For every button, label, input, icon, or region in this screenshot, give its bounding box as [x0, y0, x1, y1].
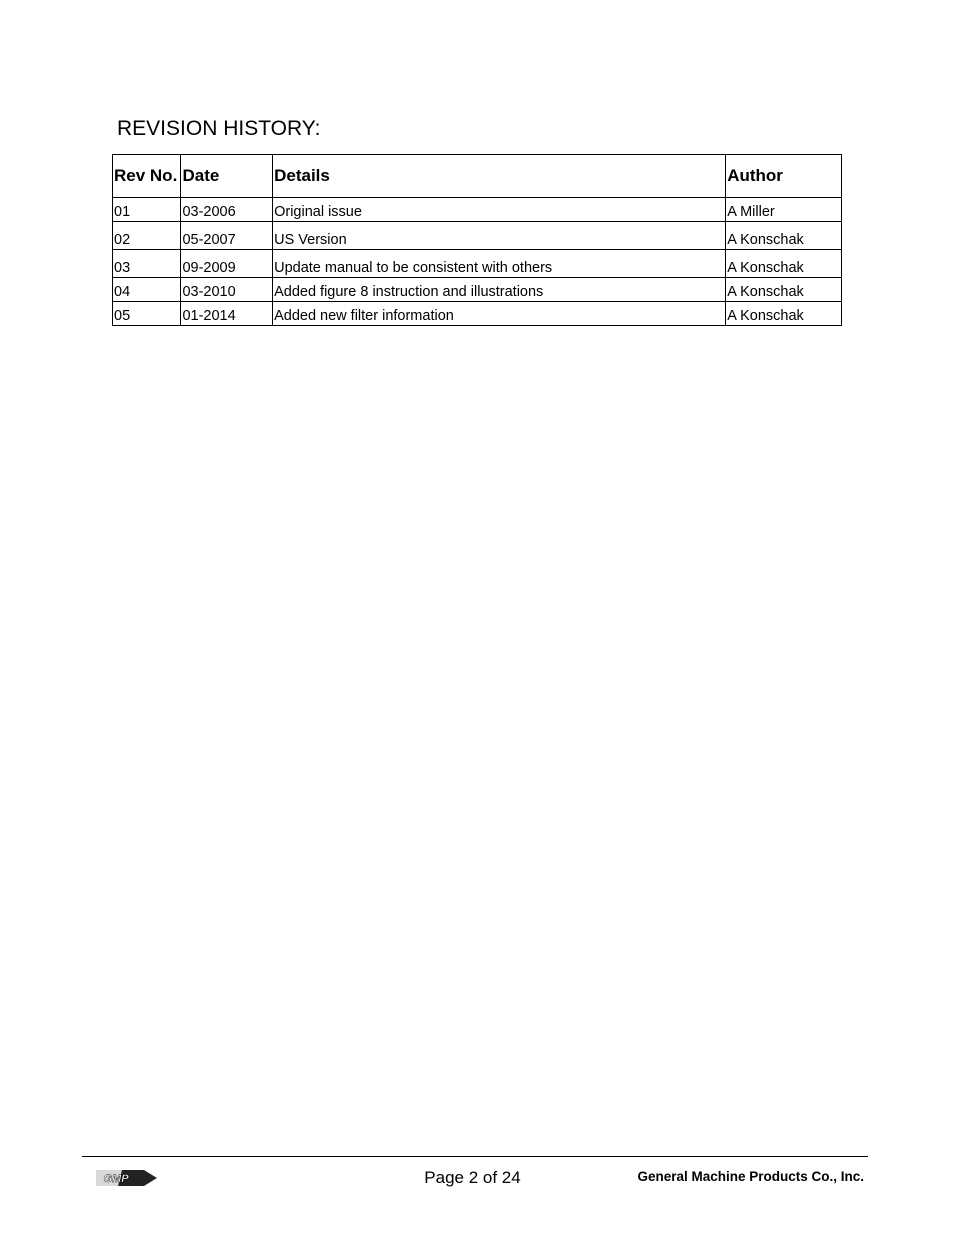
cell-date: 01-2014: [181, 302, 273, 326]
cell-author: A Miller: [726, 198, 842, 222]
section-title: REVISION HISTORY:: [117, 117, 321, 140]
cell-details: Added new filter information: [273, 302, 726, 326]
cell-date: 05-2007: [181, 222, 273, 250]
cell-rev: 01: [113, 198, 181, 222]
table-row: [113, 198, 842, 222]
cell-rev: 04: [113, 278, 181, 302]
cell-details: Original issue: [273, 198, 726, 222]
cell-author: A Konschak: [726, 278, 842, 302]
cell-details: US Version: [273, 222, 726, 250]
revision-history-table: [112, 154, 842, 326]
header-date: Date: [181, 155, 273, 198]
logo-text: GMP: [103, 1173, 129, 1185]
footer-divider: [82, 1156, 868, 1157]
cell-details: Added figure 8 instruction and illustrations: [273, 278, 726, 302]
cell-rev: 05: [113, 302, 181, 326]
cell-rev: 03: [113, 250, 181, 278]
cell-date: 03-2006: [181, 198, 273, 222]
cell-details: Update manual to be consistent with others: [273, 250, 726, 278]
cell-author: A Konschak: [726, 250, 842, 278]
table-row: [113, 278, 842, 302]
header-details: Details: [273, 155, 726, 198]
header-author: Author: [726, 155, 842, 198]
page-number: Page 2 of 24: [424, 1168, 521, 1187]
table-row: [113, 250, 842, 278]
cell-date: 09-2009: [181, 250, 273, 278]
gmp-arrow-logo-icon: [82, 1166, 158, 1190]
table-row: [113, 302, 842, 326]
cell-author: A Konschak: [726, 222, 842, 250]
cell-date: 03-2010: [181, 278, 273, 302]
cell-author: A Konschak: [726, 302, 842, 326]
cell-rev: 02: [113, 222, 181, 250]
table-header-row: [113, 155, 842, 198]
company-name: General Machine Products Co., Inc.: [637, 1169, 864, 1184]
table-row: [113, 222, 842, 250]
header-rev-no: Rev No.: [113, 155, 181, 198]
